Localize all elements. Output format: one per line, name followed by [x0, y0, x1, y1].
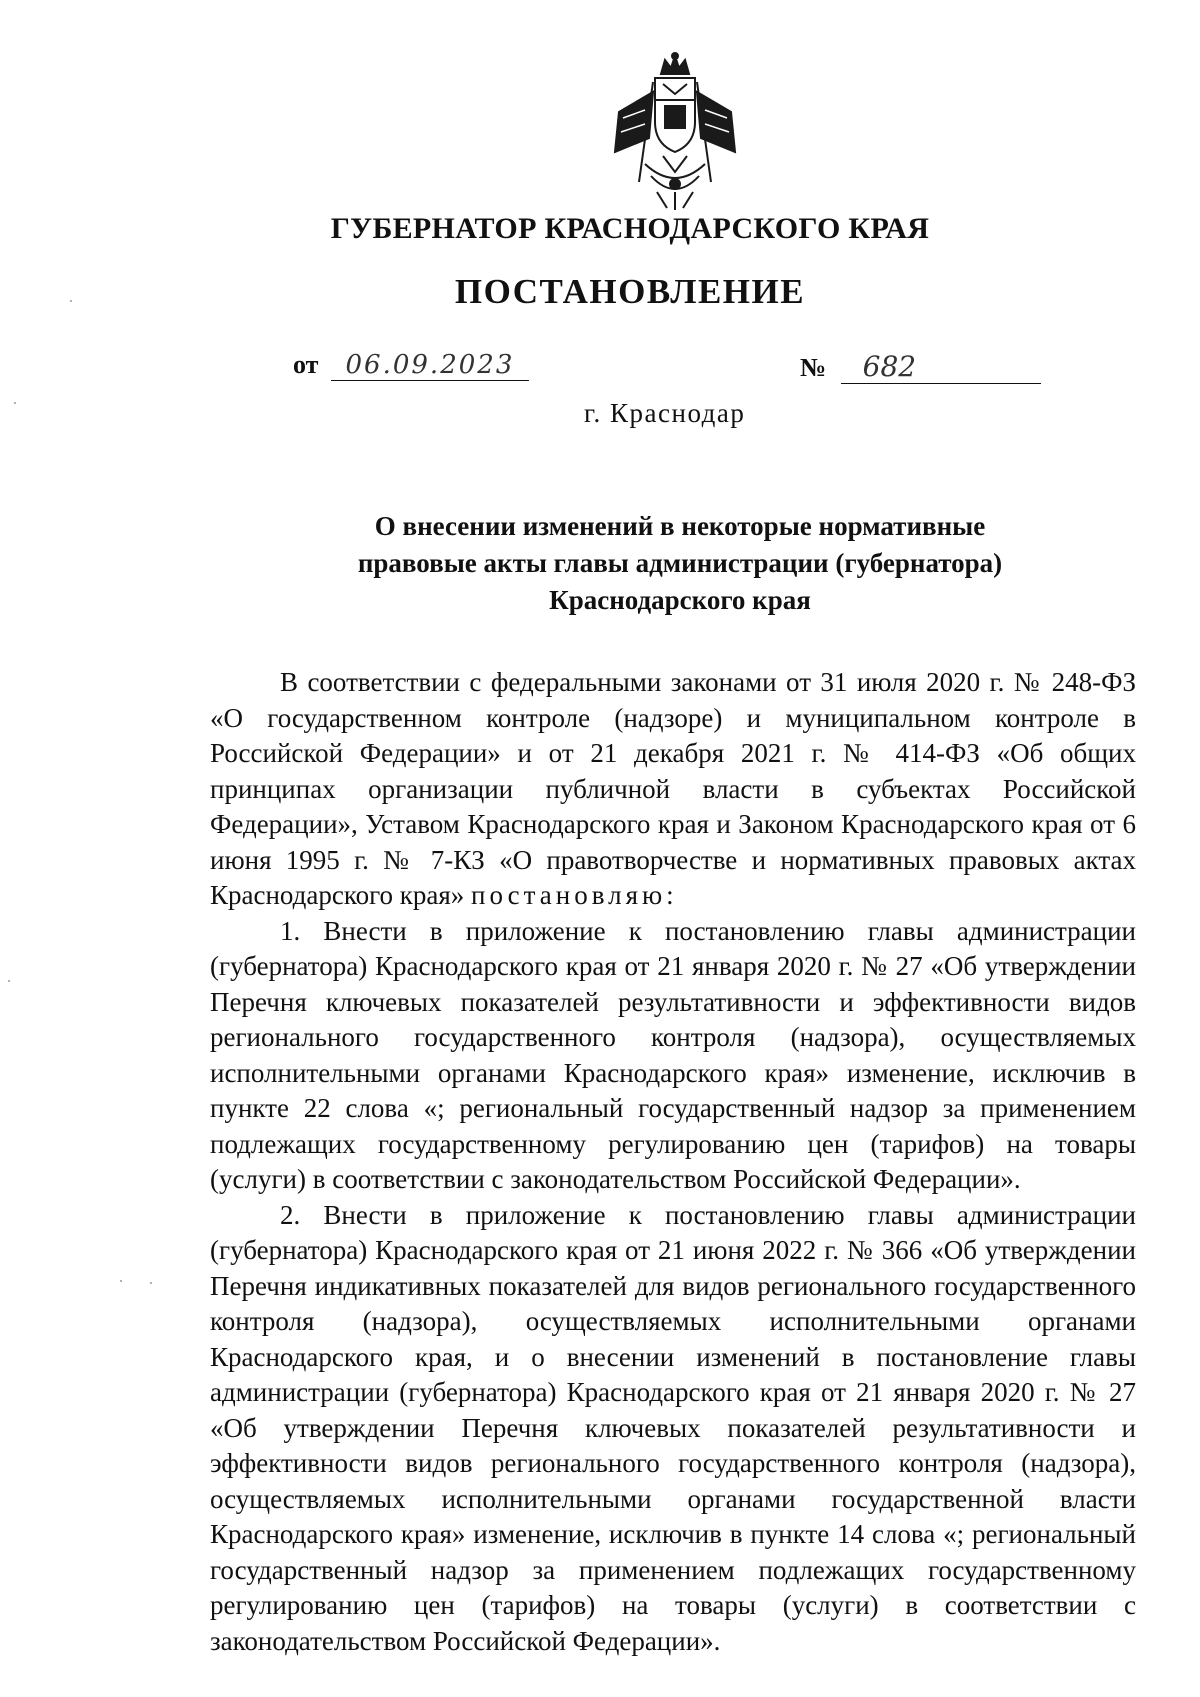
scan-speck — [120, 1280, 122, 1282]
number-label: № — [800, 353, 827, 382]
subject-line: правовые акты главы администрации (губернатора) — [357, 548, 1003, 578]
item-2-paragraph: 2. Внести в приложение к постановлению главы администрации (губернатора) Краснодарского края от 21 июня 2022 г. № 366 «Об утверждении Перечня индикативных показателей для видов регионального государственного контроля (надзора), осуществляемых исполнительными органами Краснодарского края, и о внесении изменений в постановление главы администрации (губернатора) Краснодарского края от 21 января 2020 г. № 27 «Об утверждении Перечня ключевых показателей результативности и эффективности видов регионального государственного контроля (надзора), осуществляемых исполнительными органами государственной власти Краснодарского края» изменение, исключив в пункте 14 слова «; региональный государственный надзор за применением подлежащих государственному регулированию цен (тарифов) на товары (услуги) в соответствии с законодательством Российской Федерации». — [210, 1199, 1136, 1656]
preamble-text: В соответствии с федеральными законами от 31 июля 2020 г. № 248-ФЗ «О государственном контроле (надзоре) и муниципальном контроле в Российской Федерации» и от 21 декабря 2021 г. № 414-ФЗ «Об общих принципах организации публичной власти в субъектах Российской Федерации», Уставом Краснодарского края и Законом Краснодарского края от 6 июня 1995 г. № 7-КЗ «О правотворчестве и нормативных правовых актах Краснодарского края» — [210, 667, 1136, 910]
date-value: 06.09.2023 — [331, 350, 529, 381]
issuing-authority: ГУБЕРНАТОР КРАСНОДАРСКОГО КРАЯ — [330, 212, 930, 245]
decree-word: постановляю: — [471, 880, 678, 910]
preamble-paragraph — [210, 665, 1136, 914]
scan-speck — [14, 402, 16, 404]
document-body — [210, 665, 1136, 1659]
scan-speck — [70, 300, 72, 302]
document-type: ПОСТАНОВЛЕНИЕ — [454, 272, 806, 311]
coat-of-arms-icon — [605, 52, 745, 212]
city: г. Краснодар — [584, 398, 746, 428]
subject-line: О внесении изменений в некоторые нормативные — [374, 511, 986, 541]
number-line — [800, 350, 1041, 384]
date-label: от — [293, 350, 319, 379]
item-1-paragraph: 1. Внести в приложение к постановлению главы администрации (губернатора) Краснодарского края от 21 января 2020 г. № 27 «Об утверждении Перечня ключевых показателей результативности и эффективности видов регионального государственного контроля (надзора), осуществляемых исполнительными органами Краснодарского края» изменение, исключив в пункте 22 слова «; региональный государственный надзор за применением подлежащих государственному регулированию цен (тарифов) на товары (услуги) в соответствии с законодательством Российской Федерации». — [210, 915, 1136, 1194]
document-subject — [320, 508, 1040, 619]
number-value: 682 — [841, 350, 1041, 384]
scan-speck — [150, 1282, 152, 1284]
date-line — [293, 350, 529, 381]
subject-line: Краснодарского края — [549, 585, 811, 615]
scan-speck — [8, 980, 10, 982]
